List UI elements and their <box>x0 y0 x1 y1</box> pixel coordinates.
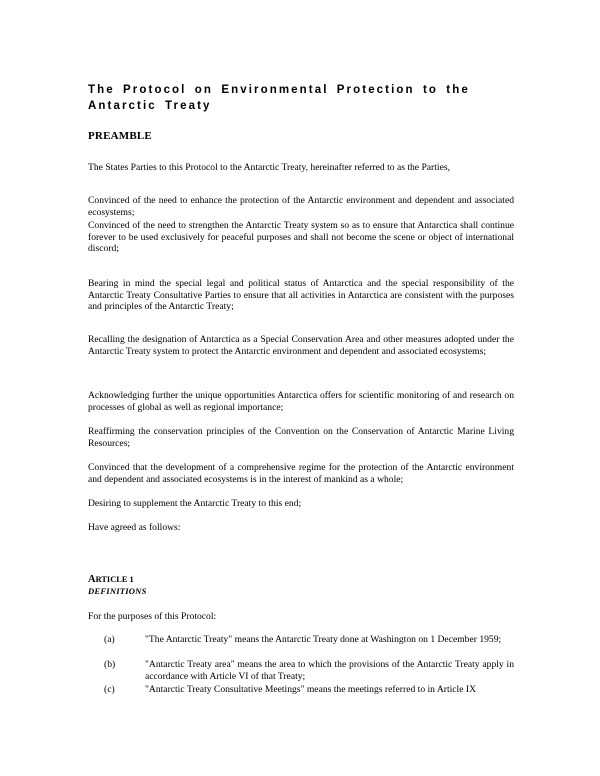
preamble-paragraph: Reaffirming the conservation principles of the Convention on the Conservation of Antarctic Marine Living Resources; <box>88 426 514 449</box>
preamble-paragraph: Desiring to supplement the Antarctic Treaty to this end; <box>88 498 302 509</box>
definition-label: (a) <box>104 634 115 645</box>
article-subheading: DEFINITIONS <box>88 586 147 596</box>
definition-text: "Antarctic Treaty area" means the area to which the provisions of the Antarctic Treaty apply in accordance with Article VI of that Treaty; <box>145 659 514 682</box>
preamble-paragraph: Have agreed as follows: <box>88 522 181 533</box>
preamble-paragraph: Convinced of the need to enhance the protection of the Antarctic environment and dependent and associated ecosystems; <box>88 195 514 218</box>
definition-text: "The Antarctic Treaty" means the Antarctic Treaty done at Washington on 1 December 1959; <box>145 634 502 645</box>
definition-item <box>104 659 514 682</box>
preamble-paragraph: Acknowledging further the unique opportunities Antarctica offers for scientific monitoring of and research on processes of global as well as regional importance; <box>88 390 514 413</box>
definition-item <box>104 634 514 646</box>
preamble-paragraph: Bearing in mind the special legal and political status of Antarctica and the special responsibility of the Antarctic Treaty Consultative Parties to ensure that all activities in Antarctica are consistent with the purposes and principles of the Antarctic Treaty; <box>88 278 514 313</box>
article-heading <box>88 574 134 586</box>
definition-label: (c) <box>104 684 115 695</box>
preamble-paragraph: Convinced that the development of a comprehensive regime for the protection of the Antarctic environment and dependent and associated ecosystems is in the interest of mankind as a whole; <box>88 462 514 485</box>
article-heading-rest: RTICLE 1 <box>95 575 134 584</box>
preamble-paragraph: Recalling the designation of Antarctica as a Special Conservation Area and other measures adopted under the Antarctic Treaty system to protect the Antarctic environment and dependent and associated ecosystems; <box>88 334 514 357</box>
article-intro: For the purposes of this Protocol: <box>88 611 217 622</box>
preamble-heading: PREAMBLE <box>88 130 152 142</box>
definition-label: (b) <box>104 659 116 670</box>
definition-item <box>104 684 514 696</box>
preamble-paragraph: Convinced of the need to strengthen the Antarctic Treaty system so as to ensure that Antarctica shall continue forever to be used exclusively for peaceful purposes and shall not become the scene or object of international discord; <box>88 220 514 255</box>
article-heading-initial: A <box>88 574 96 585</box>
preamble-paragraph: The States Parties to this Protocol to the Antarctic Treaty, hereinafter referred to as the Parties, <box>88 162 450 173</box>
document-title: The Protocol on Environmental Protection to the Antarctic Treaty <box>88 84 470 112</box>
definition-text: "Antarctic Treaty Consultative Meetings" means the meetings referred to in Article IX <box>145 684 477 695</box>
